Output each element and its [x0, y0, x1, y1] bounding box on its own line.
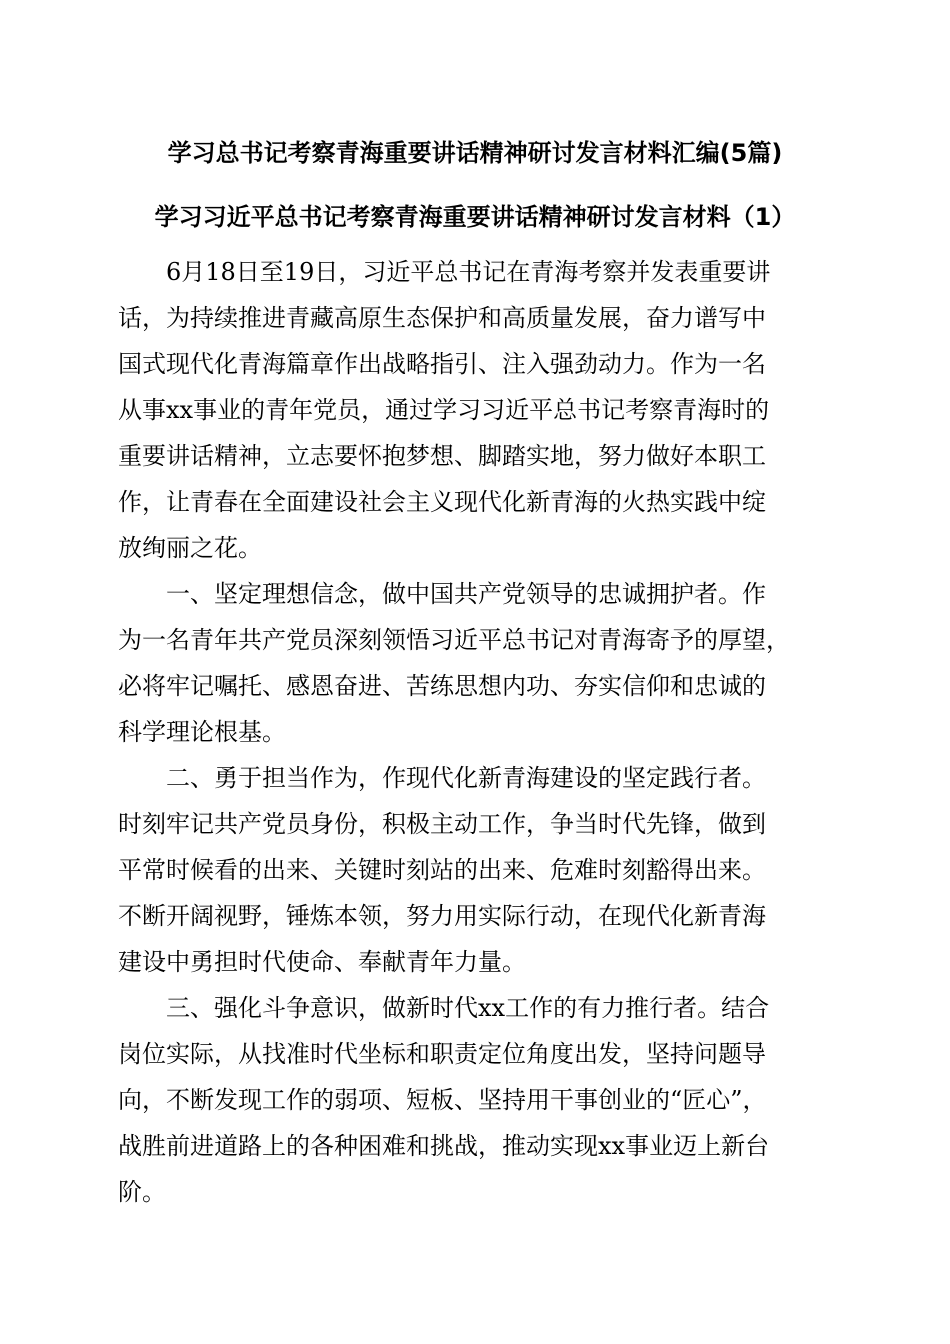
text-line: 必将牢记嘱托、感恩奋进、苦练思想内功、夯实信仰和忠诚的 — [118, 672, 766, 700]
text-line: 时刻牢记共产党员身份，积极主动工作，争当时代先锋，做到 — [118, 810, 766, 838]
text-line: 6月18日至19日，习近平总书记在青海考察并发表重要讲 — [166, 258, 771, 286]
text-line: 作，让青春在全面建设社会主义现代化新青海的火热实践中绽 — [118, 488, 766, 516]
document-title: 学习总书记考察青海重要讲话精神研讨发言材料汇编(5篇) — [167, 139, 783, 167]
text-line: 阶。 — [118, 1178, 166, 1206]
text-line: 为一名青年共产党员深刻领悟习近平总书记对青海寄予的厚望， — [118, 626, 790, 654]
text-line: 放绚丽之花。 — [118, 534, 262, 562]
text-line: 不断开阔视野，锤炼本领，努力用实际行动，在现代化新青海 — [118, 902, 766, 930]
text-line: 科学理论根基。 — [118, 718, 286, 746]
text-line: 三、强化斗争意识，做新时代xx工作的有力推行者。结合 — [166, 994, 770, 1022]
document-subtitle: 学习习近平总书记考察青海重要讲话精神研讨发言材料（1） — [154, 203, 796, 231]
text-line: 平常时候看的出来、关键时刻站的出来、危难时刻豁得出来。 — [118, 856, 766, 884]
text-line: 一、坚定理想信念，做中国共产党领导的忠诚拥护者。作 — [166, 580, 766, 608]
paragraph-point-one — [118, 571, 838, 755]
paragraph-intro — [118, 249, 838, 571]
text-line: 从事xx事业的青年党员，通过学习习近平总书记考察青海时的 — [118, 396, 770, 424]
text-line: 战胜前进道路上的各种困难和挑战，推动实现xx事业迈上新台 — [118, 1132, 770, 1160]
text-line: 二、勇于担当作为，作现代化新青海建设的坚定践行者。 — [166, 764, 766, 792]
text-line: 话，为持续推进青藏高原生态保护和高质量发展，奋力谱写中 — [118, 304, 766, 332]
text-line: 岗位实际，从找准时代坐标和职责定位角度出发，坚持问题导 — [118, 1040, 766, 1068]
text-line: 建设中勇担时代使命、奉献青年力量。 — [118, 948, 526, 976]
document-body — [118, 249, 838, 1215]
text-line: 国式现代化青海篇章作出战略指引、注入强劲动力。作为一名 — [118, 350, 766, 378]
paragraph-point-two — [118, 755, 838, 985]
text-line: 重要讲话精神，立志要怀抱梦想、脚踏实地，努力做好本职工 — [118, 442, 766, 470]
text-line: 向，不断发现工作的弱项、短板、坚持用干事创业的“匠心”， — [118, 1086, 767, 1114]
paragraph-point-three — [118, 985, 838, 1215]
